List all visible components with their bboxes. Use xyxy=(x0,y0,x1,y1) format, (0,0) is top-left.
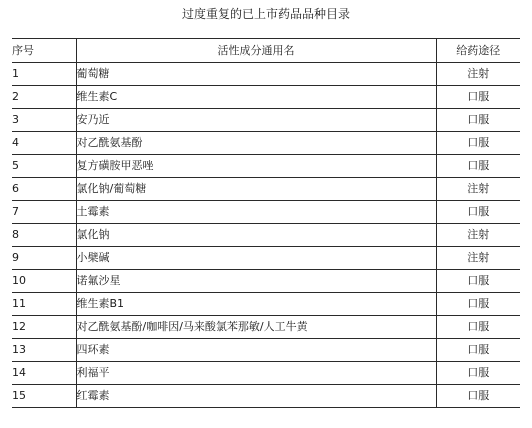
column-header-number: 序号 xyxy=(12,39,76,63)
row-number: 1 xyxy=(12,63,76,86)
row-drug-name: 氯化钠/葡萄糖 xyxy=(76,178,436,201)
table-row xyxy=(12,270,520,293)
table-row xyxy=(12,316,520,339)
row-route: 口服 xyxy=(436,270,520,293)
row-number: 5 xyxy=(12,155,76,178)
row-route: 口服 xyxy=(436,385,520,408)
table-row xyxy=(12,63,520,86)
row-route: 口服 xyxy=(436,86,520,109)
row-number: 13 xyxy=(12,339,76,362)
row-route: 注射 xyxy=(436,224,520,247)
row-route: 注射 xyxy=(436,178,520,201)
table-row xyxy=(12,178,520,201)
row-drug-name: 利福平 xyxy=(76,362,436,385)
row-drug-name: 诺氟沙星 xyxy=(76,270,436,293)
row-number: 2 xyxy=(12,86,76,109)
row-number: 12 xyxy=(12,316,76,339)
table-row xyxy=(12,385,520,408)
table-row xyxy=(12,293,520,316)
table-row xyxy=(12,155,520,178)
row-number: 6 xyxy=(12,178,76,201)
row-drug-name: 葡萄糖 xyxy=(76,63,436,86)
row-number: 4 xyxy=(12,132,76,155)
row-number: 14 xyxy=(12,362,76,385)
table-row xyxy=(12,362,520,385)
row-route: 口服 xyxy=(436,109,520,132)
row-drug-name: 维生素B1 xyxy=(76,293,436,316)
table-row xyxy=(12,86,520,109)
row-drug-name: 复方磺胺甲恶唑 xyxy=(76,155,436,178)
column-header-route: 给药途径 xyxy=(436,39,520,63)
table-row xyxy=(12,339,520,362)
row-drug-name: 红霉素 xyxy=(76,385,436,408)
row-number: 11 xyxy=(12,293,76,316)
column-header-name: 活性成分通用名 xyxy=(76,39,436,63)
row-drug-name: 安乃近 xyxy=(76,109,436,132)
row-number: 3 xyxy=(12,109,76,132)
row-drug-name: 土霉素 xyxy=(76,201,436,224)
table-row xyxy=(12,201,520,224)
row-drug-name: 维生素C xyxy=(76,86,436,109)
row-route: 口服 xyxy=(436,201,520,224)
row-route: 口服 xyxy=(436,155,520,178)
drug-table xyxy=(12,38,520,408)
page-title: 过度重复的已上市药品品种目录 xyxy=(181,7,350,21)
row-number: 8 xyxy=(12,224,76,247)
row-drug-name: 小檗碱 xyxy=(76,247,436,270)
table-row xyxy=(12,224,520,247)
row-drug-name: 对乙酰氨基酚/咖啡因/马来酸氯苯那敏/人工牛黄 xyxy=(76,316,436,339)
row-route: 口服 xyxy=(436,316,520,339)
row-number: 15 xyxy=(12,385,76,408)
row-number: 10 xyxy=(12,270,76,293)
row-drug-name: 四环素 xyxy=(76,339,436,362)
row-drug-name: 对乙酰氨基酚 xyxy=(76,132,436,155)
row-route: 口服 xyxy=(436,362,520,385)
row-route: 口服 xyxy=(436,339,520,362)
row-drug-name: 氯化钠 xyxy=(76,224,436,247)
row-number: 7 xyxy=(12,201,76,224)
row-route: 口服 xyxy=(436,293,520,316)
table-row xyxy=(12,132,520,155)
table-row xyxy=(12,247,520,270)
table-row xyxy=(12,109,520,132)
row-route: 注射 xyxy=(436,63,520,86)
table-header-row xyxy=(12,39,520,63)
row-route: 注射 xyxy=(436,247,520,270)
row-route: 口服 xyxy=(436,132,520,155)
row-number: 9 xyxy=(12,247,76,270)
